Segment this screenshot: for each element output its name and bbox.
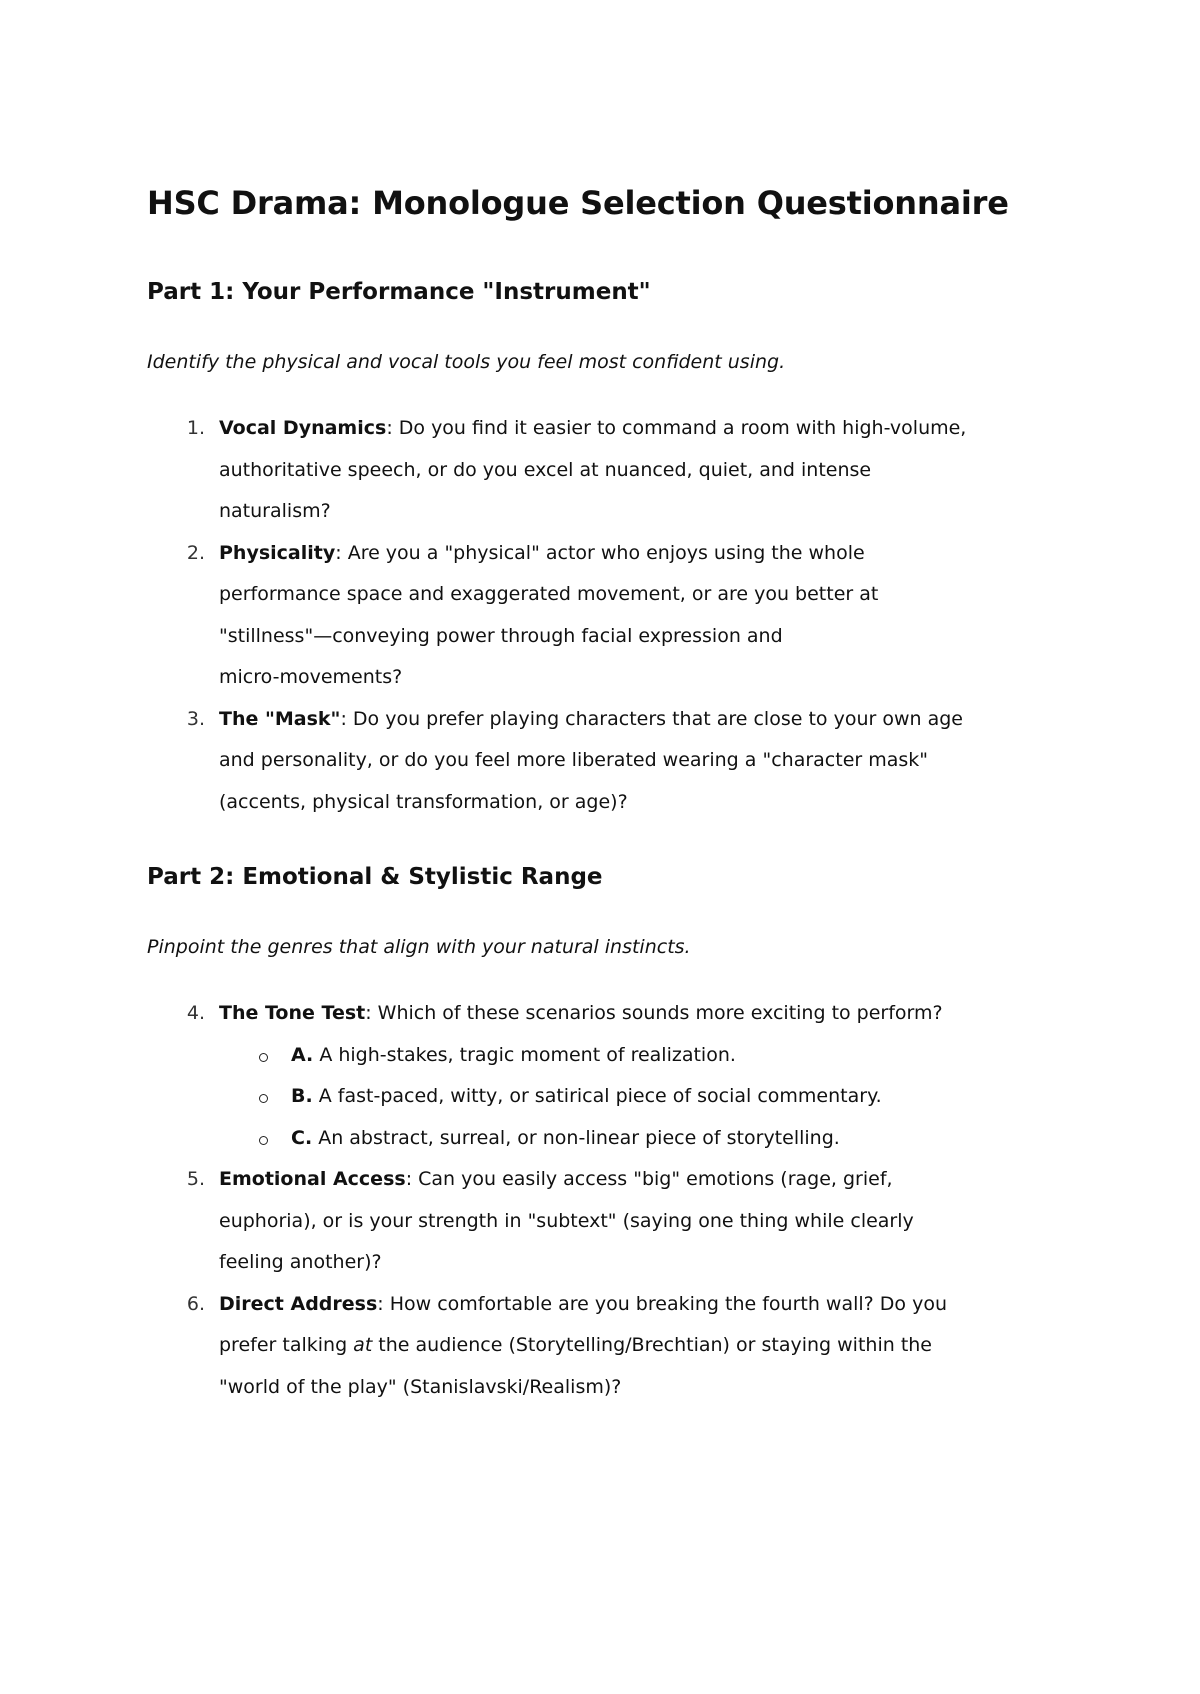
- question-text: naturalism?: [219, 500, 331, 522]
- question-text: (accents, physical transformation, or age)?: [219, 790, 628, 813]
- question-text: feeling another)?: [219, 1251, 382, 1273]
- question-text: euphoria), or is your strength in "subtext" (saying one thing while clearly: [219, 1209, 914, 1232]
- question-item: [147, 699, 1077, 824]
- question-number: 5.: [186, 1168, 205, 1190]
- question-item: [147, 1159, 1077, 1284]
- emphasis-text: at: [353, 1334, 373, 1356]
- option-text: A fast-paced, witty, or satirical piece of social commentary.: [312, 1085, 882, 1107]
- question-text: : How comfortable are you breaking the fourth wall? Do you: [377, 1292, 947, 1315]
- question-text: micro-movements?: [219, 666, 403, 688]
- option-letter: A.: [291, 1043, 314, 1066]
- question-number: 2.: [186, 541, 205, 564]
- question-number: 4.: [186, 1002, 205, 1024]
- question-label: Physicality: [219, 541, 336, 564]
- question-text: authoritative speech, or do you excel at nuanced, quiet, and intense: [219, 458, 872, 481]
- question-text: : Are you a "physical" actor who enjoys using the whole: [335, 541, 865, 564]
- question-item: [147, 533, 1077, 699]
- option-text: A high-stakes, tragic moment of realization.: [313, 1043, 736, 1066]
- option-item: [219, 1035, 1077, 1077]
- option-item: [219, 1118, 1077, 1160]
- question-label: Direct Address: [219, 1292, 378, 1315]
- option-text: An abstract, surreal, or non-linear piece of storytelling.: [312, 1126, 840, 1149]
- question-text: : Which of these scenarios sounds more exciting to perform?: [365, 1002, 943, 1024]
- question-item: [147, 993, 1077, 1159]
- question-text: the audience (Storytelling/Brechtian) or staying within the: [372, 1334, 932, 1356]
- part1-intro: Identify the physical and vocal tools you feel most confident using.: [147, 351, 786, 373]
- question-text: performance space and exaggerated movement, or are you better at: [219, 583, 879, 605]
- part1-question-list: [147, 408, 1077, 823]
- question-label: Emotional Access: [219, 1168, 406, 1190]
- question-text: prefer talking: [219, 1334, 354, 1356]
- question-number: 3.: [186, 707, 205, 730]
- part2-heading: Part 2: Emotional & Stylistic Range: [147, 864, 603, 890]
- question-text: : Can you easily access "big" emotions (rage, grief,: [405, 1168, 893, 1190]
- question-label: The "Mask": [219, 707, 341, 730]
- part2-question-list: [147, 993, 1077, 1408]
- question-text: and personality, or do you feel more liberated wearing a "character mask": [219, 749, 929, 771]
- question-item: [147, 1284, 1077, 1409]
- question-label: Vocal Dynamics: [219, 417, 387, 439]
- part2-intro: Pinpoint the genres that align with your natural instincts.: [147, 936, 691, 958]
- question-item: [147, 408, 1077, 533]
- document-title: HSC Drama: Monologue Selection Questionnaire: [147, 184, 1009, 222]
- question-number: 1.: [186, 417, 205, 439]
- option-list: [219, 1035, 1077, 1160]
- question-label: The Tone Test: [219, 1002, 366, 1024]
- hollow-bullet-icon: [259, 1094, 268, 1103]
- question-text: : Do you prefer playing characters that are close to your own age: [340, 707, 963, 730]
- part1-heading: Part 1: Your Performance "Instrument": [147, 279, 651, 305]
- question-text: "stillness"—conveying power through facial expression and: [219, 624, 783, 647]
- option-letter: C.: [291, 1126, 313, 1149]
- question-number: 6.: [186, 1292, 205, 1315]
- option-letter: B.: [291, 1085, 313, 1107]
- hollow-bullet-icon: [259, 1136, 268, 1145]
- question-text: "world of the play" (Stanislavski/Realism)?: [219, 1375, 622, 1398]
- question-text: : Do you find it easier to command a room with high-volume,: [386, 417, 967, 439]
- hollow-bullet-icon: [259, 1053, 268, 1062]
- option-item: [219, 1076, 1077, 1118]
